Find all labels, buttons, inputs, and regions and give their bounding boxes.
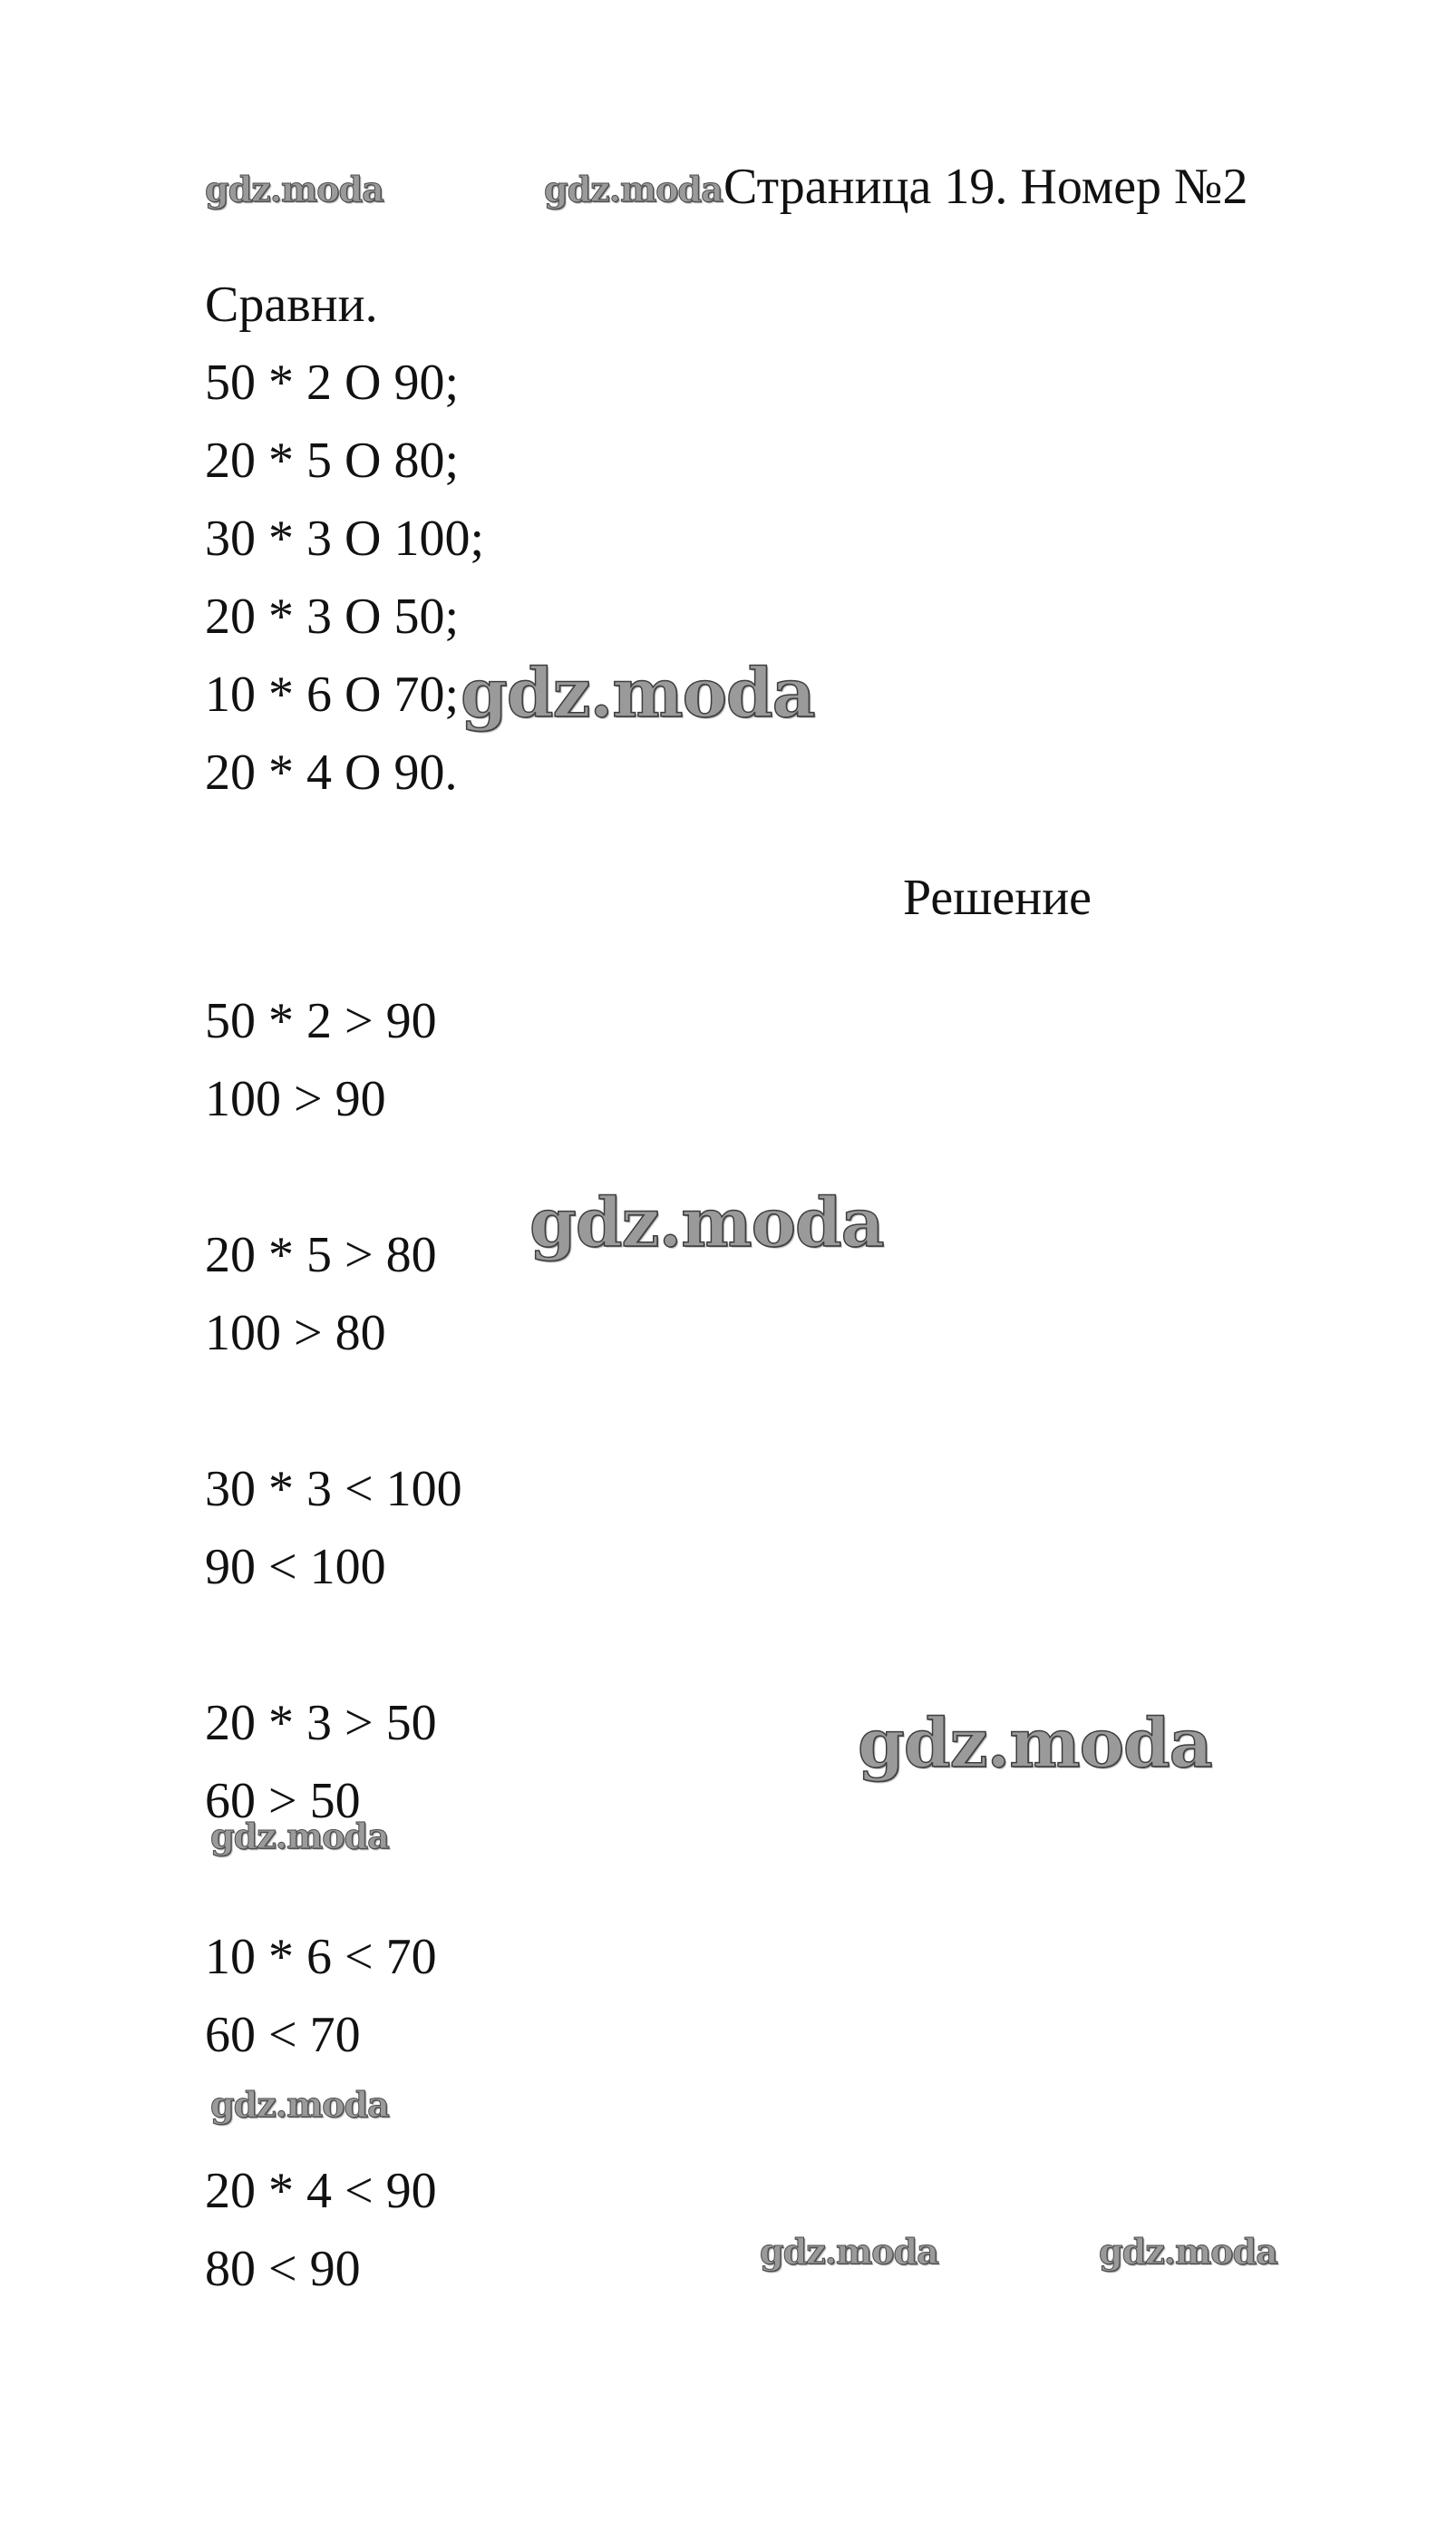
watermark: gdz.moda	[858, 1705, 1212, 1783]
task-item: 10 * 6 O 70;	[205, 667, 459, 723]
solution-result: 90 < 100	[205, 1539, 386, 1595]
solution-expression: 30 * 3 < 100	[205, 1461, 462, 1517]
solution-expression: 50 * 2 > 90	[205, 993, 437, 1049]
watermark: gdz.moda	[529, 1184, 884, 1262]
task-item: 20 * 5 O 80;	[205, 433, 459, 489]
solution-result: 60 < 70	[205, 2007, 361, 2063]
solution-expression: 10 * 6 < 70	[205, 1929, 437, 1985]
watermark: gdz.moda	[760, 2231, 938, 2272]
solution-expression: 20 * 3 > 50	[205, 1695, 437, 1751]
solution-result: 100 > 80	[205, 1305, 386, 1361]
page-title: Страница 19. Номер №2	[723, 159, 1248, 215]
task-item: 20 * 4 O 90.	[205, 745, 458, 801]
watermark: gdz.moda	[210, 2084, 389, 2125]
solution-heading: Решение	[903, 870, 1092, 926]
task-prompt: Сравни.	[205, 277, 378, 333]
watermark: gdz.moda	[461, 655, 815, 733]
task-item: 20 * 3 O 50;	[205, 589, 459, 645]
task-item: 50 * 2 O 90;	[205, 355, 459, 411]
watermark: gdz.moda	[544, 169, 723, 209]
solution-result: 60 > 50	[205, 1773, 361, 1829]
task-item: 30 * 3 O 100;	[205, 511, 484, 567]
solution-expression: 20 * 5 > 80	[205, 1227, 437, 1283]
solution-result: 100 > 90	[205, 1071, 386, 1127]
solution-result: 80 < 90	[205, 2241, 361, 2297]
solution-expression: 20 * 4 < 90	[205, 2163, 437, 2219]
watermark: gdz.moda	[205, 169, 383, 209]
watermark: gdz.moda	[1099, 2231, 1277, 2272]
watermark: gdz.moda	[210, 1816, 389, 1856]
